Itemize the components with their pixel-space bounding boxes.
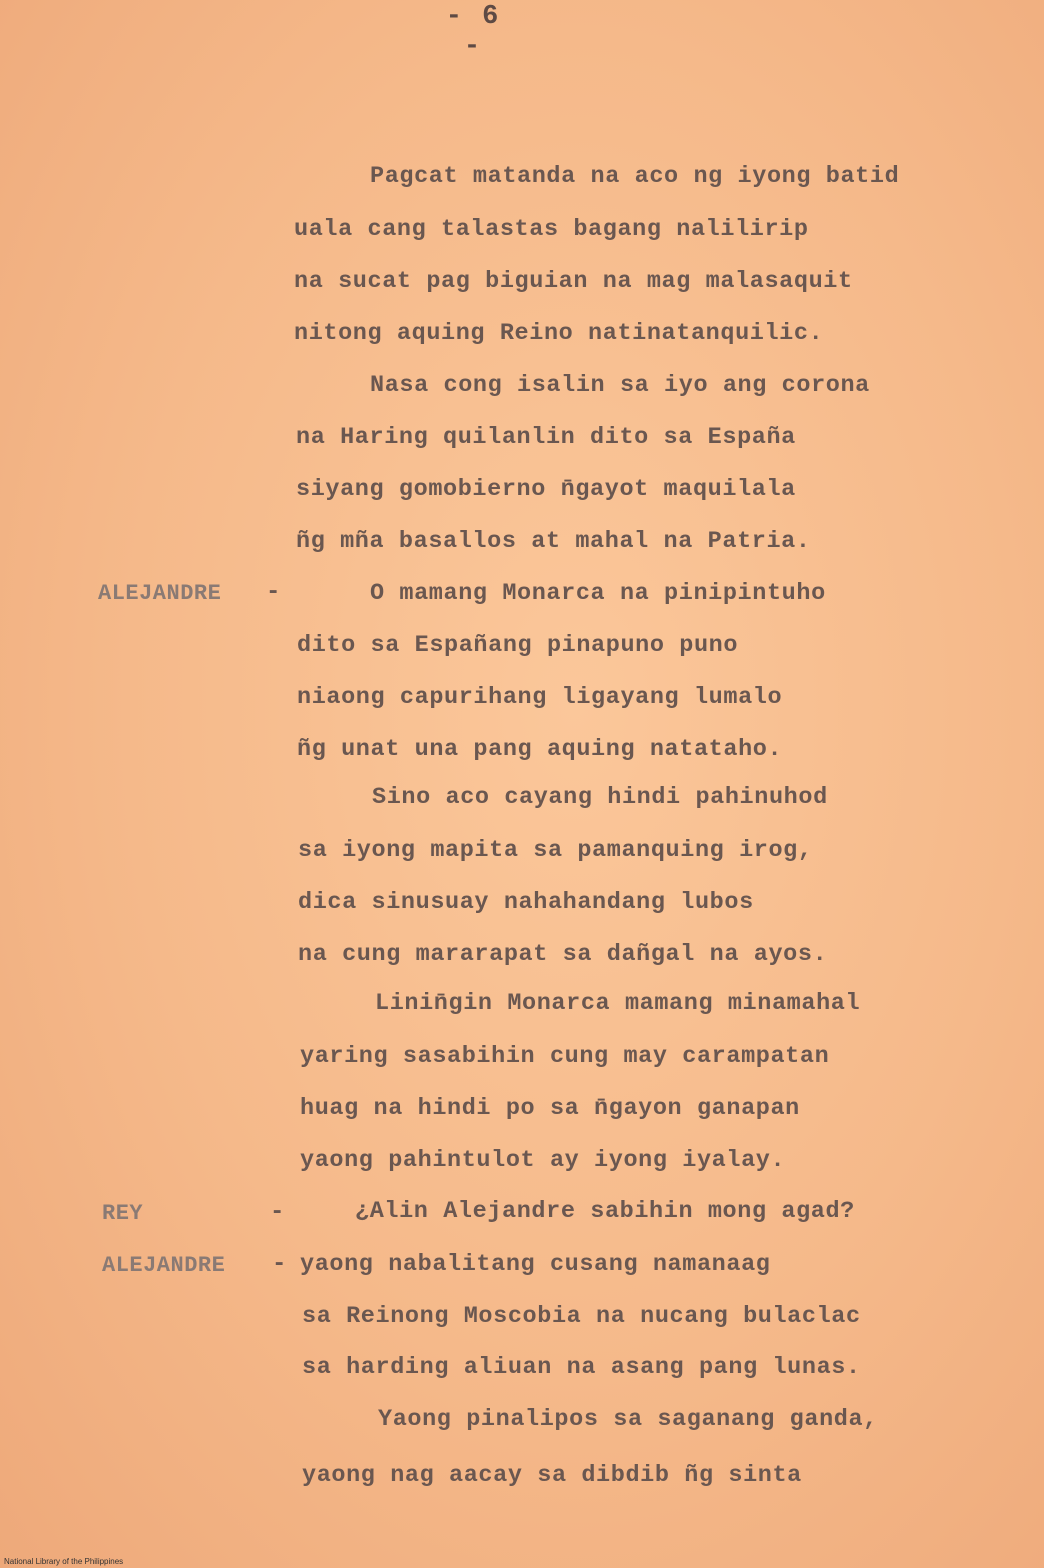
verse-line: yaong nag aacay sa dibdib ñg sinta [302,1462,802,1489]
verse-line: na Haring quilanlin dito sa España [296,424,796,451]
verse-line: Linin̄gin Monarca mamang minamahal [375,990,861,1017]
speaker-label: REY [102,1201,144,1226]
verse-line: dito sa Españang pinapuno puno [297,632,739,659]
speaker-label: ALEJANDRE [102,1253,226,1278]
speaker-dash: - [272,1251,287,1278]
verse-line: dica sinusuay nahahandang lubos [298,889,754,916]
verse-line: yaong nabalitang cusang namanaag [300,1251,771,1278]
speaker-dash: - [266,579,281,606]
verse-line: siyang gomobierno n̄gayot maquilala [296,476,796,503]
verse-line: sa harding aliuan na asang pang lunas. [302,1354,861,1381]
verse-line: Pagcat matanda na aco ng iyong batid [370,163,900,190]
verse-line: na sucat pag biguian na mag malasaquit [294,268,853,295]
verse-line: ¿Alin Alejandre sabihin mong agad? [355,1198,855,1225]
library-credit: National Library of the Philippines [4,1557,124,1566]
verse-line: ñg unat una pang aquing natataho. [297,736,783,763]
verse-line: uala cang talastas bagang nalilirip [294,216,809,243]
verse-line: huag na hindi po sa n̄gayon ganapan [300,1095,800,1122]
verse-line: sa Reinong Moscobia na nucang bulaclac [302,1303,861,1330]
verse-line: yaong pahintulot ay iyong iyalay. [300,1147,786,1174]
speaker-dash: - [270,1199,285,1226]
speaker-label: ALEJANDRE [98,581,222,606]
verse-line: yaring sasabihin cung may carampatan [300,1043,830,1070]
verse-line: niaong capurihang ligayang lumalo [297,684,783,711]
verse-line: nitong aquing Reino natinatanquilic. [294,320,824,347]
verse-line: O mamang Monarca na pinipintuho [370,580,826,607]
verse-line: ñg mña basallos at mahal na Patria. [296,528,811,555]
page-number: - 6 - [445,2,501,62]
verse-line: Nasa cong isalin sa iyo ang corona [370,372,870,399]
verse-line: na cung mararapat sa dañgal na ayos. [298,941,828,968]
verse-line: sa iyong mapita sa pamanquing irog, [298,837,813,864]
verse-line: Yaong pinalipos sa saganang ganda, [378,1406,878,1433]
verse-line: Sino aco cayang hindi pahinuhod [372,784,828,811]
